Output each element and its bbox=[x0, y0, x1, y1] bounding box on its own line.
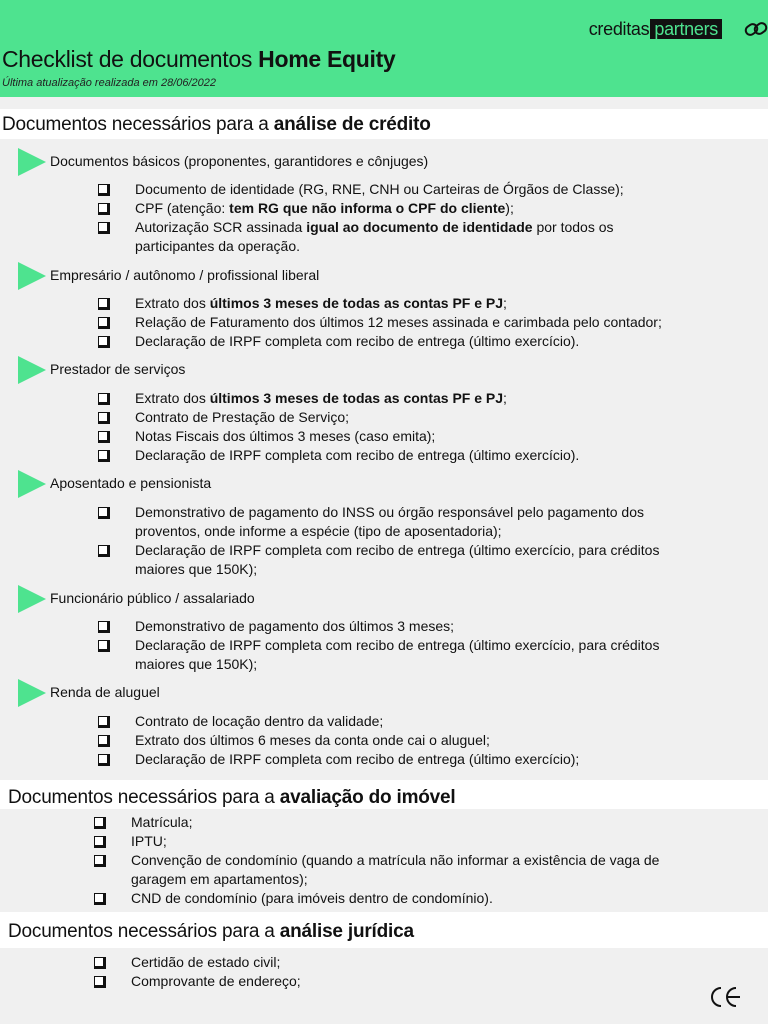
checkbox-icon bbox=[98, 393, 108, 403]
page-title: Checklist de documentos Home Equity bbox=[2, 46, 396, 72]
checkbox-icon bbox=[98, 336, 108, 346]
checkbox-icon bbox=[94, 957, 104, 967]
checkbox-icon bbox=[98, 754, 108, 764]
checkbox-icon bbox=[98, 412, 108, 422]
brand-word: creditas bbox=[588, 18, 650, 39]
section-property-evaluation: Documentos necessários para a avaliação do imóvel bbox=[0, 780, 768, 809]
checkbox-icon bbox=[98, 298, 108, 308]
brand-tag: partners bbox=[650, 19, 722, 39]
checkbox-icon bbox=[98, 735, 108, 745]
checkbox-icon bbox=[98, 203, 108, 213]
list-item-continuation: maiores que 150K); bbox=[135, 561, 258, 577]
checkbox-icon bbox=[98, 222, 108, 232]
checkbox-icon bbox=[94, 976, 104, 986]
checkbox-icon bbox=[94, 836, 104, 846]
checkbox-icon bbox=[98, 431, 108, 441]
checkbox-icon bbox=[94, 855, 104, 865]
triangle-bullet-icon bbox=[18, 148, 46, 176]
checkbox-icon bbox=[98, 640, 108, 650]
last-updated: Última atualização realizada em 28/06/2022 bbox=[2, 77, 217, 89]
triangle-bullet-icon bbox=[18, 356, 46, 384]
triangle-bullet-icon bbox=[18, 679, 46, 707]
list-item-continuation: proventos, onde informe a espécie (tipo de aposentadoria); bbox=[135, 523, 502, 539]
checkbox-icon bbox=[98, 184, 108, 194]
checkbox-icon bbox=[98, 317, 108, 327]
brand-logo bbox=[589, 18, 722, 40]
checkbox-icon bbox=[94, 817, 104, 827]
triangle-bullet-icon bbox=[18, 470, 46, 498]
triangle-bullet-icon bbox=[18, 585, 46, 613]
checkbox-icon bbox=[98, 621, 108, 631]
creditas-logo-icon bbox=[706, 984, 744, 1010]
section-legal-analysis: Documentos necessários para a análise jurídica bbox=[0, 912, 768, 948]
chain-link-icon bbox=[744, 18, 768, 40]
checkbox-icon bbox=[98, 716, 108, 726]
section-credit-analysis: Documentos necessários para a análise de crédito bbox=[0, 109, 768, 139]
checkbox-icon bbox=[98, 545, 108, 555]
list-item-continuation: participantes da operação. bbox=[135, 238, 300, 254]
triangle-bullet-icon bbox=[18, 262, 46, 290]
checkbox-icon bbox=[98, 450, 108, 460]
checkbox-icon bbox=[94, 893, 104, 903]
list-item-continuation: maiores que 150K); bbox=[135, 656, 258, 672]
page-header bbox=[0, 0, 768, 97]
list-item-continuation: garagem em apartamentos); bbox=[131, 871, 308, 887]
checkbox-icon bbox=[98, 507, 108, 517]
